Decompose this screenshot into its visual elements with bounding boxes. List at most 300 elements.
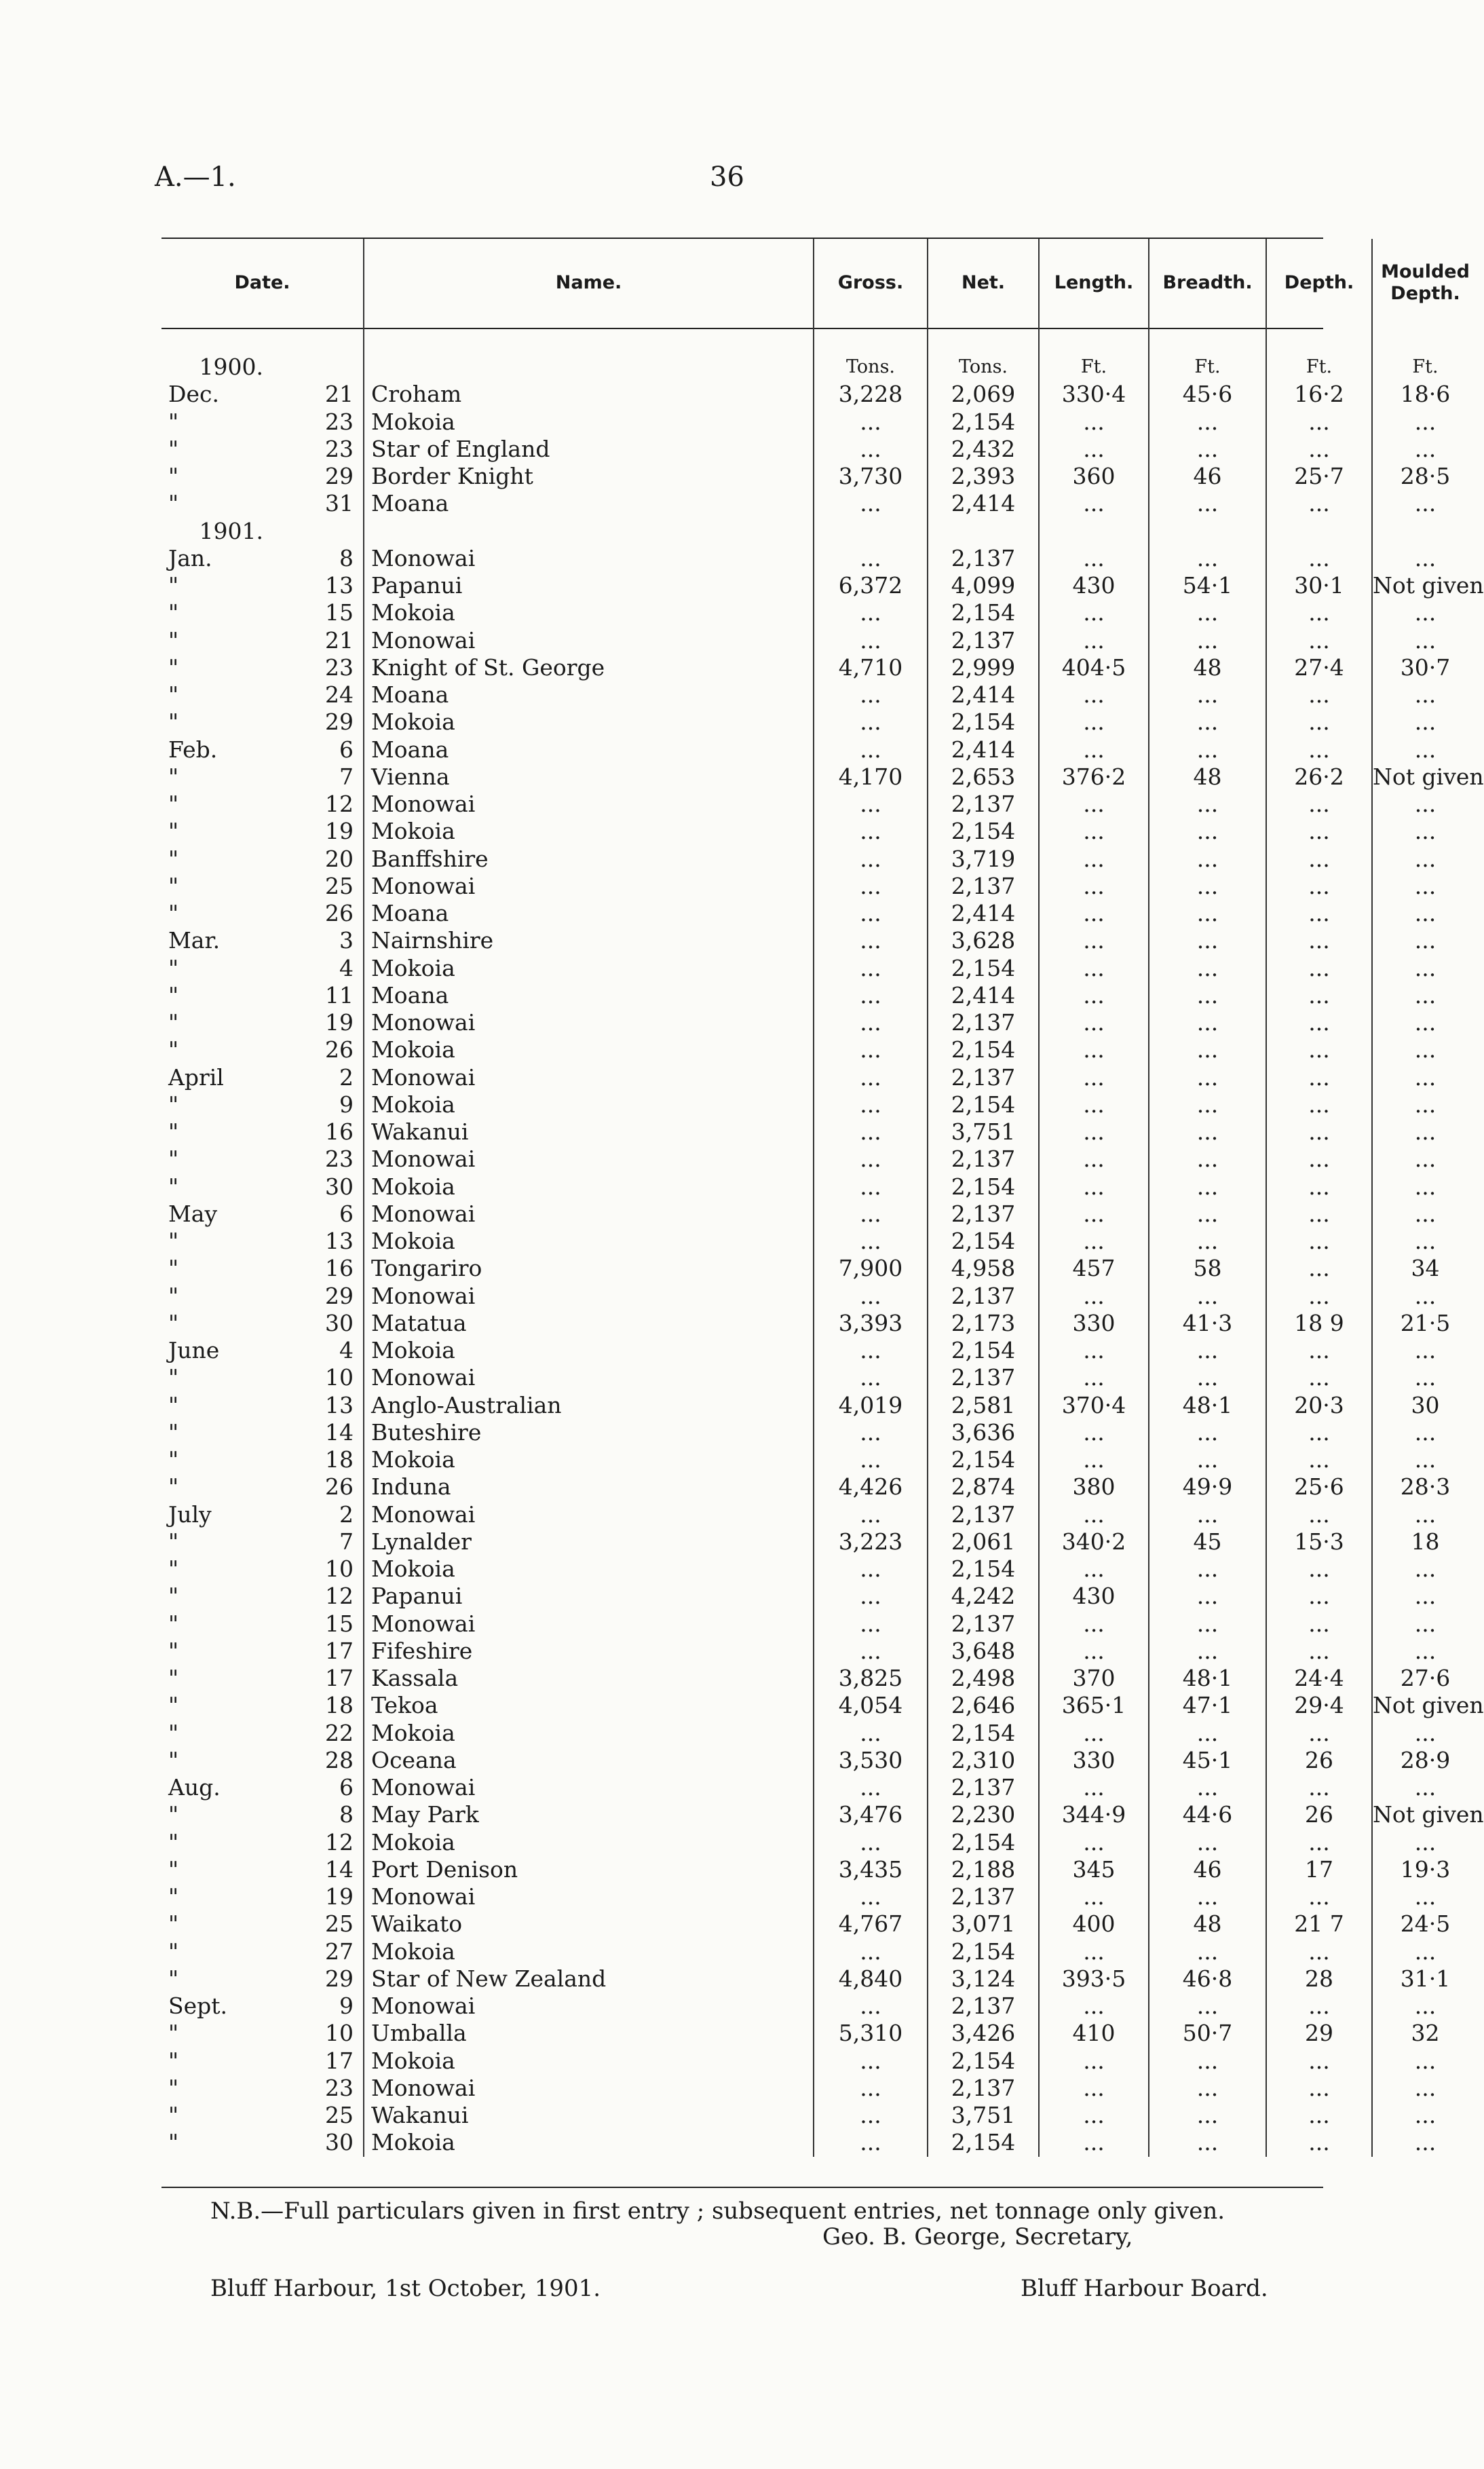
length-cell: 370 — [1039, 1665, 1149, 1692]
net-cell: 2,581 — [928, 1392, 1039, 1419]
month-cell: " — [168, 1228, 179, 1254]
breadth-cell: ... — [1149, 1993, 1266, 2020]
month-cell: " — [168, 654, 179, 681]
net-cell: 2,069 — [928, 381, 1039, 408]
length-cell: ... — [1039, 900, 1149, 927]
moulded-cell: ... — [1372, 1064, 1478, 1091]
gross-cell: ... — [814, 545, 928, 572]
day-cell: 4 — [339, 954, 354, 981]
gross-cell: ... — [814, 1610, 928, 1638]
moulded-cell: ... — [1372, 1146, 1478, 1173]
gross-cell: ... — [814, 1009, 928, 1036]
net-cell: 2,154 — [928, 1556, 1039, 1583]
month-cell: " — [168, 1309, 179, 1336]
gross-cell: 3,435 — [814, 1856, 928, 1883]
day-cell: 29 — [325, 1282, 354, 1309]
table-row — [161, 1910, 1478, 1938]
table-row — [161, 1993, 1478, 2020]
gross-cell: ... — [814, 1883, 928, 1910]
month-cell: " — [168, 1473, 179, 1501]
day-cell: 13 — [325, 572, 354, 599]
day-cell: 26 — [325, 1473, 354, 1501]
breadth-cell: ... — [1149, 1118, 1266, 1146]
net-cell — [928, 518, 1039, 545]
length-cell: ... — [1039, 1337, 1149, 1364]
day-cell — [263, 354, 364, 381]
day-cell: 23 — [325, 654, 354, 681]
moulded-cell: ... — [1372, 982, 1478, 1009]
name-cell: Anglo-Australian — [364, 1392, 814, 1419]
name-cell: Wakanui — [364, 2102, 814, 2129]
breadth-cell: ... — [1149, 1419, 1266, 1446]
net-cell: 3,628 — [928, 927, 1039, 954]
gross-cell: ... — [814, 818, 928, 845]
moulded-cell: 24·5 — [1372, 1910, 1478, 1938]
day-cell: 29 — [325, 463, 354, 489]
table-body — [161, 354, 1484, 2157]
breadth-cell: ... — [1149, 1064, 1266, 1091]
day-cell: 16 — [325, 1118, 354, 1145]
name-cell: Lynalder — [364, 1528, 814, 1556]
day-cell: 6 — [339, 736, 354, 763]
month-cell: " — [168, 1910, 179, 1938]
length-cell: ... — [1039, 1556, 1149, 1583]
length-cell: ... — [1039, 955, 1149, 982]
table-row — [161, 545, 1478, 572]
length-cell: ... — [1039, 846, 1149, 873]
gross-cell: 3,730 — [814, 463, 928, 490]
net-cell: 2,874 — [928, 1473, 1039, 1501]
moulded-cell: ... — [1372, 1091, 1478, 1118]
depth-cell: ... — [1266, 900, 1372, 927]
breadth-cell: ... — [1149, 681, 1266, 709]
gross-cell: ... — [814, 1364, 928, 1391]
net-header: Net. — [928, 239, 1039, 326]
month-cell: " — [168, 463, 179, 489]
net-cell: 2,173 — [928, 1310, 1039, 1337]
moulded-cell: ... — [1372, 1446, 1478, 1473]
depth-cell: 26 — [1266, 1801, 1372, 1828]
name-cell: Monowai — [364, 545, 814, 572]
net-cell: 2,188 — [928, 1856, 1039, 1883]
table-row — [161, 764, 1478, 791]
net-cell: 2,393 — [928, 463, 1039, 490]
gross-cell: ... — [814, 1228, 928, 1255]
month-cell: " — [168, 1391, 179, 1418]
breadth-cell: 41·3 — [1149, 1310, 1266, 1337]
name-cell: Monowai — [364, 1283, 814, 1310]
month-cell: " — [168, 791, 179, 817]
day-cell: 9 — [339, 1993, 354, 2019]
gross-cell: 4,767 — [814, 1910, 928, 1938]
depth-cell: ... — [1266, 1036, 1372, 1063]
day-cell: 24 — [325, 681, 354, 708]
table-row — [161, 1938, 1478, 1965]
table-row — [161, 709, 1478, 736]
day-cell: 14 — [325, 1855, 354, 1883]
moulded-cell: ... — [1372, 436, 1478, 463]
name-cell: Knight of St. George — [364, 654, 814, 681]
length-cell: ... — [1039, 2048, 1149, 2075]
month-cell: Dec. — [168, 381, 219, 408]
gross-cell: ... — [814, 1064, 928, 1091]
table-row — [161, 1747, 1478, 1774]
name-cell: Monowai — [364, 1883, 814, 1910]
name-cell: Monowai — [364, 1201, 814, 1228]
moulded-cell: 28·3 — [1372, 1473, 1478, 1501]
day-cell: 11 — [325, 981, 354, 1009]
net-cell: 3,751 — [928, 2102, 1039, 2129]
name-cell: Mokoia — [364, 1446, 814, 1473]
name-cell: Waikato — [364, 1910, 814, 1938]
table-row — [161, 1310, 1478, 1337]
table-row — [161, 1283, 1478, 1310]
moulded-cell — [1372, 518, 1478, 545]
name-cell: Monowai — [364, 1774, 814, 1801]
month-cell: " — [168, 1528, 179, 1555]
day-cell: 6 — [339, 1200, 354, 1227]
depth-cell: ... — [1266, 1173, 1372, 1201]
length-cell: 393·5 — [1039, 1965, 1149, 1993]
date-header: Date. — [234, 271, 290, 293]
net-cell: 2,137 — [928, 1364, 1039, 1391]
net-cell: 2,137 — [928, 791, 1039, 818]
day-cell: 19 — [325, 1009, 354, 1036]
depth-cell: 18 9 — [1266, 1310, 1372, 1337]
year-label: 1901. — [199, 517, 263, 544]
day-cell — [263, 518, 364, 545]
net-cell: 3,648 — [928, 1638, 1039, 1665]
depth-cell: ... — [1266, 436, 1372, 463]
day-cell: 9 — [339, 1091, 354, 1118]
net-cell: 3,636 — [928, 1419, 1039, 1446]
day-cell: 10 — [325, 1364, 354, 1391]
moulded-cell: ... — [1372, 599, 1478, 626]
gross-cell: 3,825 — [814, 1665, 928, 1692]
month-cell: " — [168, 1828, 179, 1855]
table-row — [161, 900, 1478, 927]
signatory: Geo. B. George, Secretary, — [822, 2223, 1133, 2250]
month-cell: " — [168, 1091, 179, 1118]
table-row — [161, 1091, 1478, 1118]
net-cell: 2,414 — [928, 736, 1039, 764]
day-cell: 8 — [339, 1801, 354, 1828]
day-cell: 18 — [325, 1446, 354, 1473]
name-cell: Mokoia — [364, 1337, 814, 1364]
name-cell: Umballa — [364, 2020, 814, 2047]
length-cell: ... — [1039, 818, 1149, 845]
gross-cell: ... — [814, 599, 928, 626]
gross-cell: ... — [814, 627, 928, 654]
gross-cell: ... — [814, 1829, 928, 1856]
breadth-cell: ... — [1149, 873, 1266, 900]
net-cell: 4,958 — [928, 1255, 1039, 1282]
name-cell: Mokoia — [364, 2048, 814, 2075]
gross-cell: ... — [814, 1419, 928, 1446]
depth-cell: 29·4 — [1266, 1692, 1372, 1719]
day-cell: 7 — [339, 1528, 354, 1555]
moulded-cell: ... — [1372, 955, 1478, 982]
moulded-cell: 28·5 — [1372, 463, 1478, 490]
month-cell: " — [168, 1938, 179, 1965]
length-cell: ... — [1039, 436, 1149, 463]
name-cell: Mokoia — [364, 409, 814, 436]
table-row — [161, 627, 1478, 654]
year-row — [161, 518, 1478, 545]
gross-cell: ... — [814, 1036, 928, 1063]
table-row — [161, 1419, 1478, 1446]
breadth-cell: 45·1 — [1149, 1747, 1266, 1774]
breadth-cell: ... — [1149, 599, 1266, 626]
net-cell: 2,154 — [928, 1036, 1039, 1063]
net-cell: 2,154 — [928, 1228, 1039, 1255]
gross-cell: ... — [814, 846, 928, 873]
moulded-cell: ... — [1372, 1201, 1478, 1228]
length-cell: ... — [1039, 2102, 1149, 2129]
net-cell: 2,414 — [928, 681, 1039, 709]
length-cell: 400 — [1039, 1910, 1149, 1938]
name-cell — [364, 518, 814, 545]
moulded-cell: 19·3 — [1372, 1856, 1478, 1883]
table-row — [161, 1610, 1478, 1638]
name-cell: Star of England — [364, 436, 814, 463]
name-cell: Monowai — [364, 1993, 814, 2020]
month-cell: " — [168, 435, 179, 462]
name-cell: May Park — [364, 1801, 814, 1828]
net-cell: 2,137 — [928, 1610, 1039, 1638]
gross-cell: ... — [814, 2075, 928, 2102]
table-row — [161, 791, 1478, 818]
depth-cell: ... — [1266, 1883, 1372, 1910]
length-cell: 344·9 — [1039, 1801, 1149, 1828]
day-cell: 28 — [325, 1746, 354, 1773]
name-cell: Mokoia — [364, 1938, 814, 1965]
name-cell: Moana — [364, 982, 814, 1009]
breadth-cell: ... — [1149, 1829, 1266, 1856]
length-cell: ... — [1039, 1638, 1149, 1665]
day-cell: 17 — [325, 1637, 354, 1664]
length-cell: 360 — [1039, 463, 1149, 490]
breadth-cell: ... — [1149, 1501, 1266, 1528]
breadth-cell: 46 — [1149, 463, 1266, 490]
depth-cell: 25·6 — [1266, 1473, 1372, 1501]
moulded-cell: ... — [1372, 1173, 1478, 1201]
depth-cell: ... — [1266, 1283, 1372, 1310]
table-row — [161, 1392, 1478, 1419]
month-cell: " — [168, 1746, 179, 1773]
length-cell: ... — [1039, 1064, 1149, 1091]
net-cell: 2,646 — [928, 1692, 1039, 1719]
table-row — [161, 1801, 1478, 1828]
moulded-cell: Not given — [1373, 1801, 1484, 1828]
moulded-cell: ... — [1372, 1556, 1478, 1583]
name-cell: Monowai — [364, 1146, 814, 1173]
month-cell: Feb. — [168, 736, 218, 763]
month-cell: Jan. — [168, 544, 212, 571]
depth-cell: ... — [1266, 1228, 1372, 1255]
depth-cell: ... — [1266, 1501, 1372, 1528]
month-cell: " — [168, 1255, 179, 1282]
moulded-cell: ... — [1372, 1774, 1478, 1801]
breadth-cell: ... — [1149, 900, 1266, 927]
net-cell: 2,999 — [928, 654, 1039, 681]
moulded-cell: ... — [1372, 791, 1478, 818]
depth-cell: ... — [1266, 599, 1372, 626]
gross-cell: ... — [814, 791, 928, 818]
name-cell: Monowai — [364, 1064, 814, 1091]
depth-cell: ... — [1266, 1993, 1372, 2020]
breadth-cell: ... — [1149, 982, 1266, 1009]
name-cell: Mokoia — [364, 1228, 814, 1255]
moulded-cell: ... — [1372, 900, 1478, 927]
length-cell: ... — [1039, 1720, 1149, 1747]
table-row — [161, 1883, 1478, 1910]
day-cell: 18 — [325, 1692, 354, 1719]
moulded-cell: ... — [1372, 1364, 1478, 1391]
moulded-cell: ... — [1372, 409, 1478, 436]
day-cell: 29 — [325, 709, 354, 736]
day-cell: 12 — [325, 1828, 354, 1855]
length-cell: ... — [1039, 1883, 1149, 1910]
table-row — [161, 955, 1478, 982]
length-cell: ... — [1039, 709, 1149, 736]
table-row — [161, 2129, 1478, 2156]
day-cell: 14 — [325, 1418, 354, 1446]
length-cell: ... — [1039, 2075, 1149, 2102]
depth-cell: 28 — [1266, 1965, 1372, 1993]
breadth-header: Breadth. — [1149, 239, 1266, 326]
breadth-cell: 48 — [1149, 654, 1266, 681]
month-cell: " — [168, 763, 179, 790]
month-cell: " — [168, 872, 179, 899]
table-row — [161, 1255, 1478, 1282]
breadth-cell: 45·6 — [1149, 381, 1266, 408]
gross-cell: ... — [814, 681, 928, 709]
depth-cell: ... — [1266, 791, 1372, 818]
day-cell: 10 — [325, 1556, 354, 1582]
net-cell: 2,061 — [928, 1528, 1039, 1556]
depth-cell: 30·1 — [1266, 572, 1372, 599]
table-row — [161, 1774, 1478, 1801]
net-cell: 3,719 — [928, 846, 1039, 873]
gross-cell — [814, 518, 928, 545]
table-row — [161, 463, 1478, 490]
name-cell: Star of New Zealand — [364, 1965, 814, 1993]
header-row — [161, 239, 1478, 326]
depth-cell — [1266, 518, 1372, 545]
depth-cell: ... — [1266, 1064, 1372, 1091]
gross-cell: 3,476 — [814, 1801, 928, 1828]
net-cell: 2,310 — [928, 1747, 1039, 1774]
length-cell: ... — [1039, 1446, 1149, 1473]
length-cell: ... — [1039, 490, 1149, 517]
table-row — [161, 1665, 1478, 1692]
depth-cell: ... — [1266, 2048, 1372, 2075]
moulded-cell: ... — [1372, 1638, 1478, 1665]
gross-cell: ... — [814, 1173, 928, 1201]
breadth-cell: ... — [1149, 927, 1266, 954]
moulded-cell: ... — [1372, 1009, 1478, 1036]
depth-cell: 24·4 — [1266, 1665, 1372, 1692]
name-cell: Tongariro — [364, 1255, 814, 1282]
month-cell: " — [168, 681, 179, 708]
net-cell: 2,154 — [928, 818, 1039, 845]
net-cell: 2,137 — [928, 1283, 1039, 1310]
length-cell: 430 — [1039, 1583, 1149, 1610]
breadth-cell: ... — [1149, 1610, 1266, 1638]
breadth-cell: ... — [1149, 846, 1266, 873]
depth-cell: 25·7 — [1266, 463, 1372, 490]
table-row — [161, 1146, 1478, 1173]
moulded-cell: ... — [1372, 927, 1478, 954]
name-cell: Induna — [364, 1473, 814, 1501]
moulded-cell: ... — [1372, 1337, 1478, 1364]
day-cell: 10 — [325, 2020, 354, 2047]
length-cell: 380 — [1039, 1473, 1149, 1501]
depth-cell: ... — [1266, 1419, 1372, 1446]
length-cell: ... — [1039, 1228, 1149, 1255]
month-cell: " — [168, 1855, 179, 1883]
month-cell: Sept. — [168, 1993, 228, 2019]
name-cell: Monowai — [364, 873, 814, 900]
name-cell: Mokoia — [364, 818, 814, 845]
gross-cell: 4,840 — [814, 1965, 928, 1993]
day-cell: 25 — [325, 872, 354, 899]
length-cell: ... — [1039, 1283, 1149, 1310]
month-cell: " — [168, 490, 179, 517]
moulded-cell: 31·1 — [1372, 1965, 1478, 1993]
net-cell: 2,432 — [928, 436, 1039, 463]
gross-cell: ... — [814, 1446, 928, 1473]
name-cell: Mokoia — [364, 955, 814, 982]
moulded-cell: ... — [1372, 873, 1478, 900]
name-cell: Mokoia — [364, 1173, 814, 1201]
day-cell: 23 — [325, 1146, 354, 1173]
net-cell: 2,414 — [928, 490, 1039, 517]
breadth-cell: ... — [1149, 818, 1266, 845]
name-cell: Mokoia — [364, 2129, 814, 2156]
table-row — [161, 599, 1478, 626]
month-cell: " — [168, 1173, 179, 1200]
depth-cell: 16·2 — [1266, 381, 1372, 408]
breadth-cell: ... — [1149, 1556, 1266, 1583]
length-cell: 330 — [1039, 1310, 1149, 1337]
gross-cell: 4,019 — [814, 1392, 928, 1419]
gross-cell: ... — [814, 1774, 928, 1801]
breadth-cell: 48 — [1149, 764, 1266, 791]
name-cell: Moana — [364, 681, 814, 709]
day-cell: 3 — [339, 927, 354, 954]
length-cell: ... — [1039, 1009, 1149, 1036]
month-cell: " — [168, 1583, 179, 1610]
day-cell: 2 — [339, 1063, 354, 1091]
table-row — [161, 490, 1478, 517]
length-cell: 340·2 — [1039, 1528, 1149, 1556]
day-cell: 26 — [325, 900, 354, 926]
depth-cell: 29 — [1266, 2020, 1372, 2047]
moulded-cell: ... — [1372, 1228, 1478, 1255]
table-row — [161, 1692, 1478, 1719]
day-cell: 16 — [325, 1255, 354, 1282]
day-cell: 25 — [325, 1910, 354, 1938]
net-cell: 2,137 — [928, 1501, 1039, 1528]
breadth-cell: ... — [1149, 490, 1266, 517]
gross-cell: 4,426 — [814, 1473, 928, 1501]
breadth-cell: 45 — [1149, 1528, 1266, 1556]
breadth-cell: ... — [1149, 736, 1266, 764]
name-cell: Monowai — [364, 791, 814, 818]
depth-cell: ... — [1266, 955, 1372, 982]
